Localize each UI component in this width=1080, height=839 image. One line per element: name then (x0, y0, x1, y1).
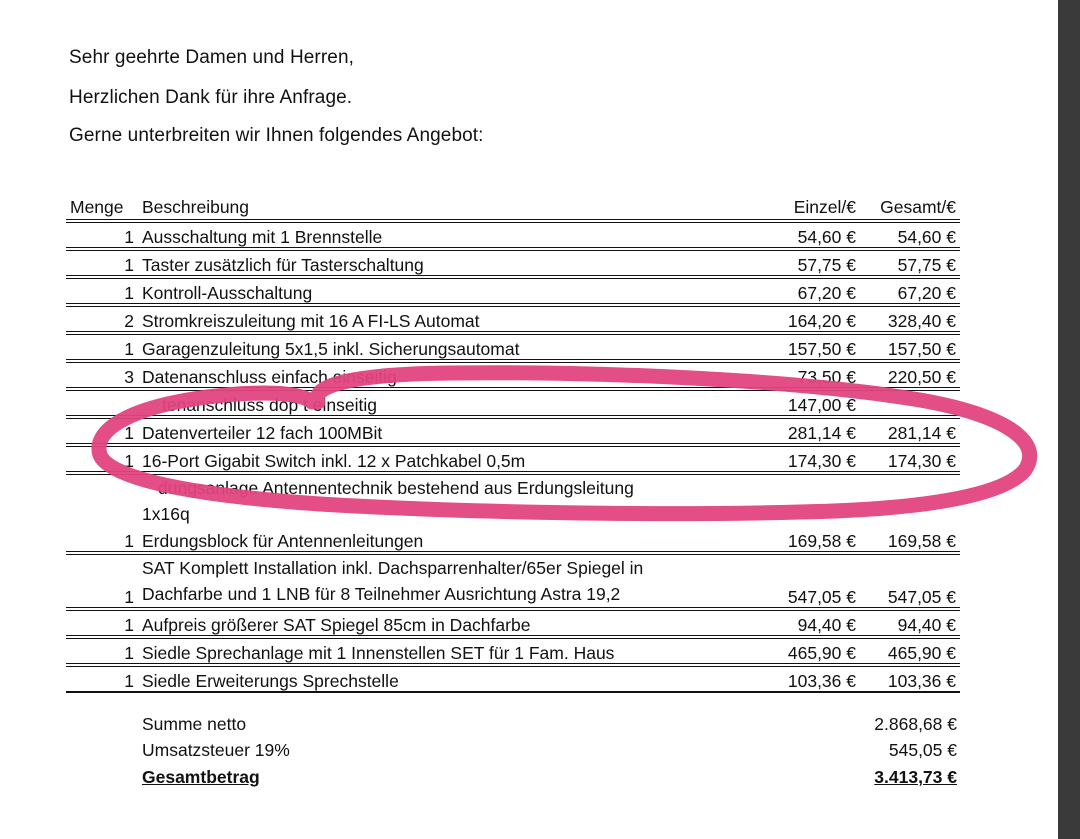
row-total-price: 220,50 € (887, 367, 956, 387)
header-qty: Menge (70, 197, 124, 217)
row-unit-price: 174,30 € (787, 451, 856, 471)
row-total-price: 328,40 € (887, 311, 956, 331)
row-description (138, 473, 752, 527)
offer-table (66, 191, 960, 693)
row-total-price (860, 389, 960, 417)
net-sum-value: 2.868,68 € (874, 714, 957, 734)
row-qty: 1 (124, 423, 134, 443)
row-description: Kontroll-Ausschaltung (142, 283, 313, 303)
row-description: tenanschluss dop t einseitig (162, 395, 377, 415)
row-total-price: 547,05 € (887, 587, 956, 607)
row-description: Stromkreiszuleitung mit 16 A FI-LS Automat (142, 311, 480, 331)
row-description: Aufpreis größerer SAT Spiegel 85cm in Dachfarbe (142, 615, 531, 635)
table-row (66, 637, 960, 665)
row-total-price: 465,90 € (887, 643, 956, 663)
row-qty: 1 (124, 451, 134, 471)
table-row (66, 553, 960, 609)
row-total-price: 169,58 € (887, 531, 956, 551)
row-qty: 1 (124, 255, 134, 275)
row-unit-price: 103,36 € (787, 671, 856, 691)
row-unit-price (752, 473, 860, 527)
table-row (66, 445, 960, 473)
gross-total-label: Gesamtbetrag (142, 767, 260, 787)
row-description: Ausschaltung mit 1 Brennstelle (142, 227, 383, 247)
row-unit-price: 169,58 € (787, 531, 856, 551)
row-description: Datenverteiler 12 fach 100MBit (142, 423, 383, 443)
table-row (66, 527, 960, 553)
row-qty: 1 (124, 227, 134, 247)
row-qty: 1 (124, 643, 134, 663)
table-header-row (66, 191, 960, 221)
row-qty: 1 (124, 671, 134, 691)
row-description-line-1: SAT Komplett Installation inkl. Dachsparrenhalter/65er Spiegel in (142, 558, 644, 578)
row-qty: 3 (124, 367, 134, 387)
table-row (66, 305, 960, 333)
row-qty (66, 389, 138, 417)
row-unit-price: 54,60 € (797, 227, 856, 247)
row-total-price (860, 473, 960, 527)
row-qty: 1 (124, 339, 134, 359)
row-total-price: 57,75 € (897, 255, 956, 275)
table-row (66, 417, 960, 445)
row-unit-price: 57,75 € (797, 255, 856, 275)
row-total-price: 281,14 € (887, 423, 956, 443)
header-description: Beschreibung (142, 197, 250, 217)
table-row (66, 277, 960, 305)
table-row (66, 389, 960, 417)
row-unit-price: 147,00 € (787, 395, 856, 415)
row-total-price: 67,20 € (897, 283, 956, 303)
gross-total-value: 3.413,73 € (874, 767, 957, 787)
table-row (66, 249, 960, 277)
row-qty: 1 (124, 283, 134, 303)
row-description (138, 553, 752, 609)
row-qty: 1 (124, 615, 134, 635)
table-row (66, 361, 960, 389)
table-row (66, 665, 960, 692)
vat-label: Umsatzsteuer 19% (142, 740, 290, 760)
row-unit-price: 73,50 € (797, 367, 856, 387)
table-row (66, 333, 960, 361)
row-description: 16-Port Gigabit Switch inkl. 12 x Patchkabel 0,5m (142, 451, 526, 471)
row-total-price: 103,36 € (887, 671, 956, 691)
header-unit-price: Einzel/€ (793, 197, 856, 217)
table-row (66, 221, 960, 249)
row-total-price: 54,60 € (897, 227, 956, 247)
row-qty: 1 (124, 531, 134, 551)
row-total-price: 94,40 € (897, 615, 956, 635)
row-description: Garagenzuleitung 5x1,5 inkl. Sicherungsautomat (142, 339, 520, 359)
greeting-line: Sehr geehrte Damen und Herren, (69, 47, 354, 68)
row-qty: 1 (124, 587, 134, 607)
row-description: Datenanschluss einfach einseitig (142, 367, 397, 387)
row-unit-price: 94,40 € (797, 615, 856, 635)
row-unit-price: 547,05 € (787, 587, 856, 607)
row-description: Taster zusätzlich für Tasterschaltung (142, 255, 424, 275)
row-unit-price: 281,14 € (787, 423, 856, 443)
row-qty: 2 (124, 311, 134, 331)
offer-intro-line: Gerne unterbreiten wir Ihnen folgendes Angebot: (69, 125, 484, 146)
row-description-line-2: 1x16q (142, 504, 190, 524)
row-description-line-1: dungsanlage Antennentechnik bestehend aus Erdungsleitung (158, 478, 634, 498)
row-total-price: 174,30 € (887, 451, 956, 471)
row-description: Erdungsblock für Antennenleitungen (142, 531, 424, 551)
row-unit-price: 67,20 € (797, 283, 856, 303)
vat-value: 545,05 € (888, 740, 957, 760)
table-row (66, 609, 960, 637)
row-total-price: 157,50 € (887, 339, 956, 359)
thanks-line: Herzlichen Dank für ihre Anfrage. (69, 87, 353, 108)
row-unit-price: 157,50 € (787, 339, 856, 359)
row-unit-price: 164,20 € (787, 311, 856, 331)
row-unit-price: 465,90 € (787, 643, 856, 663)
header-total-price: Gesamt/€ (880, 197, 956, 217)
row-description: Siedle Sprechanlage mit 1 Innenstellen SET für 1 Fam. Haus (142, 643, 615, 663)
row-qty (66, 473, 138, 527)
row-description: Siedle Erweiterungs Sprechstelle (142, 671, 399, 691)
net-sum-label: Summe netto (142, 714, 247, 734)
table-row (66, 473, 960, 527)
row-description-line-2: Dachfarbe und 1 LNB für 8 Teilnehmer Ausrichtung Astra 19,2 (142, 584, 621, 604)
